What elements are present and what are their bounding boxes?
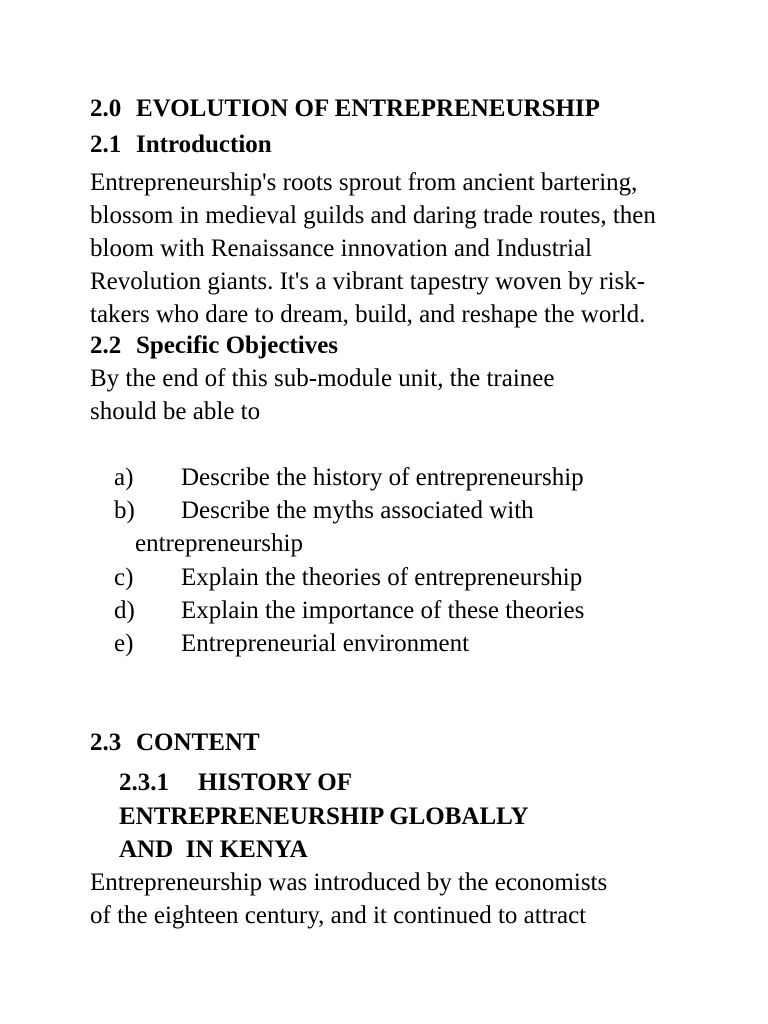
paragraph-line: Entrepreneurship's roots sprout from ancient bartering, — [90, 169, 638, 196]
paragraph-line: blossom in medieval guilds and daring trade routes, then — [90, 202, 656, 229]
list-marker: a) — [114, 464, 134, 491]
subsection-title-line: ENTREPRENEURSHIP GLOBALLY — [119, 803, 529, 830]
list-marker: c) — [114, 564, 134, 591]
paragraph-line: By the end of this sub-module unit, the trainee — [90, 365, 555, 392]
section-title: Specific Objectives — [136, 332, 339, 359]
paragraph-line: Entrepreneurship was introduced by the economists — [90, 869, 608, 896]
list-item-text: Explain the importance of these theories — [181, 597, 585, 624]
subsection-title-word: IN KENYA — [185, 836, 308, 863]
section-number: 2.1 — [90, 131, 122, 158]
chapter-number: 2.0 — [90, 95, 122, 122]
list-item-text: Describe the history of entrepreneurship — [181, 464, 584, 491]
subsection-title: HISTORY OF — [198, 769, 353, 796]
subsection-title-word: AND — [119, 836, 174, 863]
section-number: 2.3 — [90, 729, 122, 756]
section-title: Introduction — [136, 131, 272, 158]
section-heading-content — [90, 726, 260, 759]
list-marker: d) — [114, 597, 135, 624]
subsection-title-line — [119, 833, 308, 866]
chapter-heading — [90, 92, 600, 125]
section-number: 2.2 — [90, 332, 122, 359]
subsection-number: 2.3.1 — [119, 769, 169, 796]
list-marker: b) — [114, 497, 135, 524]
list-item-text: Entrepreneurial environment — [181, 630, 470, 657]
paragraph-line: of the eighteen century, and it continued to attract — [90, 902, 587, 929]
paragraph-line: takers who dare to dream, build, and reshape the world. — [90, 301, 646, 328]
list-marker: e) — [114, 630, 134, 657]
paragraph-line: should be able to — [90, 398, 261, 425]
subsection-heading — [119, 766, 352, 799]
chapter-title: EVOLUTION OF ENTREPRENEURSHIP — [136, 95, 600, 122]
paragraph-line: bloom with Renaissance innovation and Industrial — [90, 235, 592, 262]
list-item-continuation: entrepreneurship — [135, 530, 303, 557]
paragraph-line: Revolution giants. It's a vibrant tapestry woven by risk- — [90, 268, 646, 295]
section-title: CONTENT — [136, 729, 260, 756]
list-item-text: Describe the myths associated with — [181, 497, 534, 524]
list-item-text: Explain the theories of entrepreneurship — [181, 564, 583, 591]
section-heading-introduction — [90, 128, 272, 161]
section-heading-objectives — [90, 329, 338, 362]
